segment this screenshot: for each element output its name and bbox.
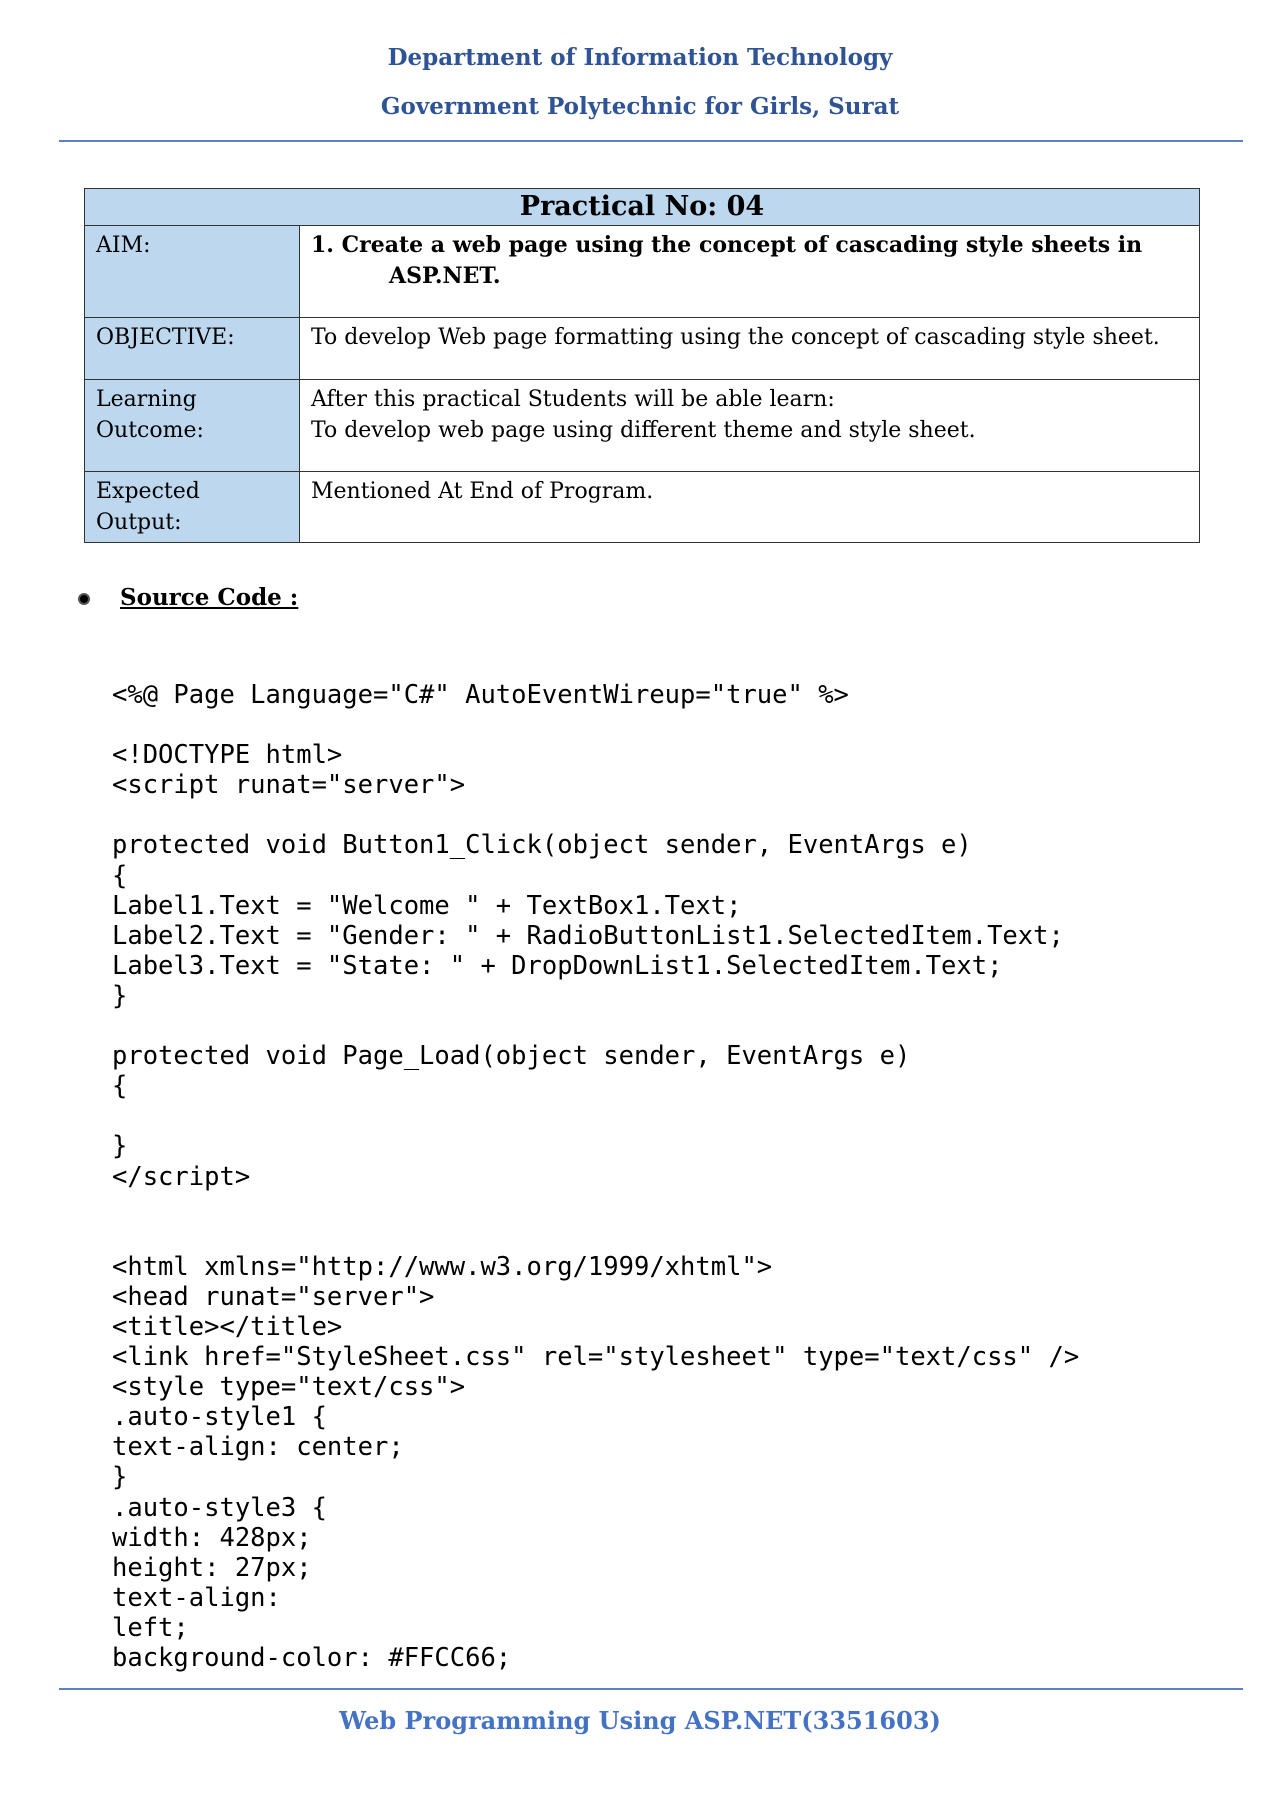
- code-line: [112, 1101, 1079, 1131]
- code-line: background-color: #FFCC66;: [112, 1643, 512, 1673]
- header-divider: [59, 140, 1243, 142]
- code-line: height: 27px;: [112, 1552, 312, 1583]
- footer-course-title: Web Programming Using ASP.NET(3351603): [339, 1706, 941, 1735]
- practical-info-table: [84, 188, 1200, 543]
- objective-label: OBJECTIVE:: [85, 318, 300, 380]
- code-line: [112, 1222, 1079, 1252]
- learning-text-line-2: To develop web page using different theme and style sheet.: [311, 418, 976, 443]
- practical-title: Practical No: 04: [85, 189, 1200, 226]
- code-line: <html xmlns="http://www.w3.org/1999/xhtml">: [112, 1251, 773, 1282]
- code-line: <title></title>: [112, 1311, 343, 1342]
- code-line: <link href="StyleSheet.css" rel="stylesheet" type="text/css" />: [112, 1342, 1080, 1373]
- expected-label-line-1: Expected: [96, 479, 200, 504]
- code-line: Label2.Text = "Gender: " + RadioButtonList1.SelectedItem.Text;: [112, 920, 1064, 951]
- code-line: {: [112, 1071, 128, 1102]
- code-line: <script runat="server">: [112, 770, 466, 801]
- code-line: width: 428px;: [112, 1522, 312, 1553]
- code-line: [112, 1192, 1079, 1222]
- code-line: </script>: [112, 1161, 251, 1192]
- code-line: [112, 1011, 1079, 1041]
- learning-text-line-1: After this practical Students will be able learn:: [311, 387, 835, 412]
- code-line: }: [112, 1462, 128, 1493]
- objective-text: To develop Web page formatting using the concept of cascading style sheet.: [300, 318, 1200, 380]
- code-line: protected void Page_Load(object sender, EventArgs e): [112, 1041, 911, 1072]
- code-line: text-align: center;: [112, 1432, 404, 1463]
- code-block: [112, 680, 1079, 1673]
- code-line: [112, 800, 1079, 830]
- institute-title: Government Polytechnic for Girls, Surat: [380, 93, 900, 120]
- learning-outcome-text: [300, 380, 1200, 472]
- learning-label-line-2: Outcome:: [96, 418, 204, 443]
- expected-output-text: Mentioned At End of Program.: [300, 472, 1200, 543]
- source-code-heading: [78, 584, 298, 611]
- code-line: [112, 710, 1079, 740]
- expected-label-line-2: Output:: [96, 510, 182, 535]
- code-line: <!DOCTYPE html>: [112, 740, 343, 771]
- footer-divider: [59, 1688, 1243, 1690]
- code-line: Label3.Text = "State: " + DropDownList1.SelectedItem.Text;: [112, 950, 1003, 981]
- code-line: }: [112, 980, 128, 1011]
- code-line: left;: [112, 1612, 189, 1643]
- aim-line-2: ASP.NET.: [389, 263, 501, 289]
- code-line: <style type="text/css">: [112, 1372, 466, 1403]
- code-line: protected void Button1_Click(object sender, EventArgs e): [112, 830, 972, 861]
- code-line: }: [112, 1131, 128, 1162]
- code-line: text-align:: [112, 1582, 281, 1613]
- expected-output-label: [85, 472, 300, 543]
- aim-label: AIM:: [85, 226, 300, 318]
- learning-label-line-1: Learning: [96, 387, 197, 412]
- code-line: .auto-style1 {: [112, 1402, 327, 1433]
- learning-outcome-label: [85, 380, 300, 472]
- source-code-label: Source Code :: [120, 584, 299, 611]
- aim-text: [300, 226, 1200, 318]
- code-line: <%@ Page Language="C#" AutoEventWireup="true" %>: [112, 680, 849, 710]
- aim-line-1: 1. Create a web page using the concept of cascading style sheets in: [311, 232, 1143, 258]
- code-line: .auto-style3 {: [112, 1492, 327, 1523]
- code-line: {: [112, 860, 128, 891]
- bullet-icon: [78, 593, 90, 605]
- code-line: Label1.Text = "Welcome " + TextBox1.Text;: [112, 890, 742, 921]
- department-title: Department of Information Technology: [387, 44, 893, 71]
- code-line: <head runat="server">: [112, 1281, 435, 1312]
